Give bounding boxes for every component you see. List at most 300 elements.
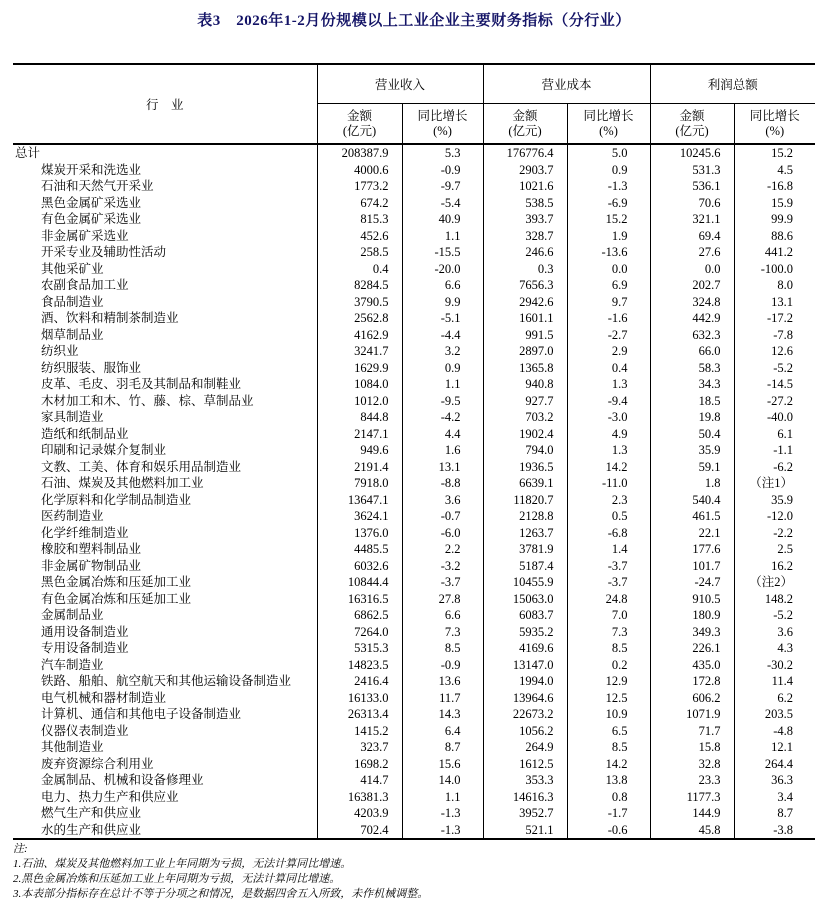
cost-amount-cell: 6083.7 (483, 607, 567, 624)
table-row (13, 607, 815, 624)
cost-amount-cell: 22673.2 (483, 706, 567, 723)
column-header-revenue-amount (317, 104, 402, 145)
cost-growth-cell: 24.8 (567, 591, 650, 608)
industry-name-cell: 石油、煤炭及其他燃料加工业 (41, 476, 204, 490)
profit-amount-cell: 27.6 (650, 244, 734, 261)
column-header-profit-amount (650, 104, 734, 145)
revenue-growth-cell: 6.6 (402, 607, 483, 624)
profit-amount-cell: 32.8 (650, 756, 734, 773)
profit-amount-cell: 18.5 (650, 393, 734, 410)
cost-growth-cell: -1.6 (567, 310, 650, 327)
cost-amount-cell: 2897.0 (483, 343, 567, 360)
table-row (13, 228, 815, 245)
cost-amount-cell: 10455.9 (483, 574, 567, 591)
profit-growth-cell: 16.2 (734, 558, 815, 575)
revenue-growth-cell: 14.0 (402, 772, 483, 789)
industry-name-cell: 总计 (15, 146, 41, 160)
cost-amount-cell: 0.3 (483, 261, 567, 278)
table-row (13, 805, 815, 822)
revenue-amount-cell: 3790.5 (317, 294, 402, 311)
profit-amount-cell: 23.3 (650, 772, 734, 789)
cost-amount-cell: 1021.6 (483, 178, 567, 195)
revenue-amount-cell: 1415.2 (317, 723, 402, 740)
revenue-growth-cell: 2.2 (402, 541, 483, 558)
industry-name-cell: 化学纤维制造业 (41, 525, 129, 540)
revenue-amount-cell: 702.4 (317, 822, 402, 840)
revenue-amount-cell: 4162.9 (317, 327, 402, 344)
industry-name-cell: 通用设备制造业 (41, 624, 129, 639)
revenue-amount-cell: 949.6 (317, 442, 402, 459)
table-row (13, 310, 815, 327)
cost-growth-cell: 1.3 (567, 442, 650, 459)
revenue-amount-cell: 13647.1 (317, 492, 402, 509)
revenue-amount-cell: 208387.9 (317, 144, 402, 162)
cost-amount-cell: 1056.2 (483, 723, 567, 740)
cost-growth-cell: 0.0 (567, 261, 650, 278)
revenue-growth-cell: 1.1 (402, 228, 483, 245)
cost-amount-cell: 2128.8 (483, 508, 567, 525)
revenue-amount-cell: 2562.8 (317, 310, 402, 327)
revenue-amount-cell: 5315.3 (317, 640, 402, 657)
profit-growth-cell: -6.2 (734, 459, 815, 476)
revenue-growth-cell: 9.9 (402, 294, 483, 311)
header-line-unit: (亿元) (508, 123, 542, 138)
column-header-revenue-growth (402, 104, 483, 145)
profit-amount-cell: 22.1 (650, 525, 734, 542)
profit-amount-cell: 45.8 (650, 822, 734, 840)
revenue-amount-cell: 6862.5 (317, 607, 402, 624)
cost-growth-cell: 13.8 (567, 772, 650, 789)
table-row (13, 327, 815, 344)
revenue-amount-cell: 1629.9 (317, 360, 402, 377)
cost-amount-cell: 1994.0 (483, 673, 567, 690)
cost-growth-cell: -0.6 (567, 822, 650, 840)
revenue-growth-cell: 4.4 (402, 426, 483, 443)
profit-growth-cell: （注2） (734, 574, 815, 591)
profit-amount-cell: 0.0 (650, 261, 734, 278)
profit-growth-cell: 36.3 (734, 772, 815, 789)
table-row (13, 261, 815, 278)
profit-growth-cell: 6.1 (734, 426, 815, 443)
table-row (13, 244, 815, 261)
revenue-growth-cell: -20.0 (402, 261, 483, 278)
cost-amount-cell: 2903.7 (483, 162, 567, 179)
cost-growth-cell: -1.7 (567, 805, 650, 822)
revenue-amount-cell: 844.8 (317, 409, 402, 426)
column-group-total-profit: 利润总额 (650, 64, 815, 104)
profit-amount-cell: 1177.3 (650, 789, 734, 806)
cost-amount-cell: 13964.6 (483, 690, 567, 707)
profit-amount-cell: 324.8 (650, 294, 734, 311)
cost-amount-cell: 3952.7 (483, 805, 567, 822)
profit-growth-cell: -12.0 (734, 508, 815, 525)
header-line-unit: (%) (599, 123, 618, 138)
industry-name-cell: 医药制造业 (41, 509, 104, 523)
revenue-growth-cell: 40.9 (402, 211, 483, 228)
profit-amount-cell: 910.5 (650, 591, 734, 608)
header-line-unit: (亿元) (342, 123, 377, 138)
industry-name-cell: 金属制品业 (41, 608, 104, 622)
revenue-amount-cell: 10844.4 (317, 574, 402, 591)
cost-amount-cell: 6639.1 (483, 475, 567, 492)
industry-name-cell: 黑色金属矿采选业 (41, 195, 142, 210)
cost-growth-cell: -3.7 (567, 574, 650, 591)
table-row (13, 558, 815, 575)
industry-name-cell: 印刷和记录媒介复制业 (41, 443, 167, 457)
cost-growth-cell: 0.4 (567, 360, 650, 377)
table-row (13, 657, 815, 674)
profit-amount-cell: 180.9 (650, 607, 734, 624)
cost-growth-cell: 10.9 (567, 706, 650, 723)
revenue-amount-cell: 7918.0 (317, 475, 402, 492)
cost-growth-cell: -3.7 (567, 558, 650, 575)
revenue-amount-cell: 0.4 (317, 261, 402, 278)
cost-amount-cell: 176776.4 (483, 144, 567, 162)
revenue-growth-cell: -6.0 (402, 525, 483, 542)
industry-name-cell: 电气机械和器材制造业 (41, 690, 167, 705)
profit-amount-cell: 349.3 (650, 624, 734, 641)
revenue-amount-cell: 258.5 (317, 244, 402, 261)
cost-growth-cell: 4.9 (567, 426, 650, 443)
cost-growth-cell: -9.4 (567, 393, 650, 410)
table-row (13, 162, 815, 179)
cost-amount-cell: 991.5 (483, 327, 567, 344)
industry-name-cell: 酒、饮料和精制茶制造业 (41, 311, 179, 325)
cost-growth-cell: 0.9 (567, 162, 650, 179)
cost-amount-cell: 328.7 (483, 228, 567, 245)
table-row (13, 673, 815, 690)
industry-name-cell: 纺织服装、服饰业 (41, 360, 142, 375)
industry-name-cell: 木材加工和木、竹、藤、棕、草制品业 (41, 393, 254, 408)
industry-name-cell: 其他采矿业 (41, 261, 104, 276)
notes-label: 注: (13, 843, 28, 855)
profit-amount-cell: 35.9 (650, 442, 734, 459)
industry-name-cell: 仪器仪表制造业 (41, 723, 129, 738)
revenue-amount-cell: 414.7 (317, 772, 402, 789)
header-group-row (13, 64, 815, 104)
revenue-amount-cell: 16316.5 (317, 591, 402, 608)
profit-growth-cell: -7.8 (734, 327, 815, 344)
cost-growth-cell: 14.2 (567, 459, 650, 476)
cost-amount-cell: 15063.0 (483, 591, 567, 608)
revenue-amount-cell: 452.6 (317, 228, 402, 245)
table-row (13, 492, 815, 509)
cost-growth-cell: -6.8 (567, 525, 650, 542)
profit-growth-cell: 148.2 (734, 591, 815, 608)
profit-growth-cell: -5.2 (734, 360, 815, 377)
profit-growth-cell: 15.2 (734, 144, 815, 162)
revenue-amount-cell: 2416.4 (317, 673, 402, 690)
profit-amount-cell: 101.7 (650, 558, 734, 575)
profit-growth-cell: -27.2 (734, 393, 815, 410)
profit-amount-cell: 19.8 (650, 409, 734, 426)
revenue-amount-cell: 1376.0 (317, 525, 402, 542)
cost-amount-cell: 5935.2 (483, 624, 567, 641)
profit-growth-cell: 3.6 (734, 624, 815, 641)
revenue-growth-cell: -0.7 (402, 508, 483, 525)
industry-name-cell: 汽车制造业 (41, 657, 104, 672)
profit-amount-cell: 69.4 (650, 228, 734, 245)
cost-amount-cell: 393.7 (483, 211, 567, 228)
revenue-growth-cell: -9.5 (402, 393, 483, 410)
industry-name-cell: 纺织业 (41, 344, 79, 358)
industry-name-cell: 煤炭开采和洗选业 (41, 162, 142, 177)
cost-amount-cell: 7656.3 (483, 277, 567, 294)
revenue-growth-cell: 6.4 (402, 723, 483, 740)
cost-growth-cell: 7.0 (567, 607, 650, 624)
cost-amount-cell: 703.2 (483, 409, 567, 426)
profit-growth-cell: 3.4 (734, 789, 815, 806)
table-row (13, 525, 815, 542)
profit-growth-cell: 264.4 (734, 756, 815, 773)
column-group-operating-revenue: 营业收入 (317, 64, 483, 104)
revenue-growth-cell: 13.6 (402, 673, 483, 690)
table-row (13, 508, 815, 525)
cost-growth-cell: 8.5 (567, 739, 650, 756)
table-row (13, 591, 815, 608)
column-header-cost-growth (567, 104, 650, 145)
revenue-growth-cell: -4.4 (402, 327, 483, 344)
cost-growth-cell: 2.3 (567, 492, 650, 509)
profit-amount-cell: 540.4 (650, 492, 734, 509)
cost-growth-cell: 6.5 (567, 723, 650, 740)
table-row (13, 541, 815, 558)
revenue-amount-cell: 1012.0 (317, 393, 402, 410)
header-line-growth: 同比增长 (417, 108, 468, 123)
cost-growth-cell: 12.5 (567, 690, 650, 707)
cost-amount-cell: 13147.0 (483, 657, 567, 674)
revenue-amount-cell: 815.3 (317, 211, 402, 228)
cost-amount-cell: 1902.4 (483, 426, 567, 443)
cost-growth-cell: 1.9 (567, 228, 650, 245)
cost-amount-cell: 1936.5 (483, 459, 567, 476)
table-row (13, 343, 815, 360)
profit-amount-cell: 10245.6 (650, 144, 734, 162)
table-row (13, 772, 815, 789)
industry-name-cell: 非金属矿采选业 (41, 228, 129, 243)
revenue-growth-cell: -3.2 (402, 558, 483, 575)
profit-growth-cell: -5.2 (734, 607, 815, 624)
profit-amount-cell: 59.1 (650, 459, 734, 476)
industry-name-cell: 化学原料和化学制品制造业 (41, 492, 192, 507)
industry-name-cell: 铁路、船舶、航空航天和其他运输设备制造业 (41, 674, 292, 688)
profit-amount-cell: 536.1 (650, 178, 734, 195)
revenue-growth-cell: 27.8 (402, 591, 483, 608)
cost-growth-cell: 12.9 (567, 673, 650, 690)
table-row (13, 574, 815, 591)
revenue-amount-cell: 16133.0 (317, 690, 402, 707)
cost-growth-cell: 5.0 (567, 144, 650, 162)
revenue-growth-cell: -9.7 (402, 178, 483, 195)
profit-amount-cell: -24.7 (650, 574, 734, 591)
revenue-growth-cell: -3.7 (402, 574, 483, 591)
revenue-growth-cell: -8.8 (402, 475, 483, 492)
cost-amount-cell: 14616.3 (483, 789, 567, 806)
header-line-growth: 同比增长 (583, 108, 634, 123)
cost-growth-cell: 1.3 (567, 376, 650, 393)
cost-amount-cell: 4169.6 (483, 640, 567, 657)
table-row (13, 409, 815, 426)
profit-growth-cell: -100.0 (734, 261, 815, 278)
cost-growth-cell: 0.2 (567, 657, 650, 674)
table-row (13, 393, 815, 410)
revenue-growth-cell: 13.1 (402, 459, 483, 476)
revenue-amount-cell: 14823.5 (317, 657, 402, 674)
profit-growth-cell: -14.5 (734, 376, 815, 393)
profit-amount-cell: 70.6 (650, 195, 734, 212)
revenue-amount-cell: 1773.2 (317, 178, 402, 195)
industry-name-cell: 橡胶和塑料制品业 (41, 542, 142, 556)
cost-growth-cell: 9.7 (567, 294, 650, 311)
industry-name-cell: 电力、热力生产和供应业 (41, 789, 179, 804)
revenue-growth-cell: 8.5 (402, 640, 483, 657)
industry-name-cell: 燃气生产和供应业 (41, 806, 142, 820)
table-row (13, 690, 815, 707)
cost-growth-cell: 6.9 (567, 277, 650, 294)
table-row (13, 144, 815, 162)
industry-name-cell: 造纸和纸制品业 (41, 426, 129, 441)
industry-name-cell: 文教、工美、体育和娱乐用品制造业 (41, 459, 242, 474)
profit-growth-cell: -16.8 (734, 178, 815, 195)
revenue-growth-cell: 0.9 (402, 360, 483, 377)
table-row (13, 376, 815, 393)
cost-growth-cell: 1.4 (567, 541, 650, 558)
table-header (13, 64, 815, 144)
cost-growth-cell: -11.0 (567, 475, 650, 492)
table-row (13, 195, 815, 212)
note-item-1: 1.石油、煤炭及其他燃料加工业上年同期为亏损，无法计算同比增速。 (13, 858, 352, 870)
cost-growth-cell: -1.3 (567, 178, 650, 195)
industry-name-cell: 食品制造业 (41, 294, 104, 309)
revenue-growth-cell: -5.1 (402, 310, 483, 327)
industry-name-cell: 家具制造业 (41, 410, 104, 424)
industry-name-cell: 金属制品、机械和设备修理业 (41, 773, 204, 787)
profit-growth-cell: 88.6 (734, 228, 815, 245)
revenue-growth-cell: 3.2 (402, 343, 483, 360)
revenue-growth-cell: 1.6 (402, 442, 483, 459)
table-row (13, 178, 815, 195)
revenue-growth-cell: -1.3 (402, 805, 483, 822)
table-body (13, 144, 815, 839)
cost-amount-cell: 1365.8 (483, 360, 567, 377)
profit-growth-cell: 6.2 (734, 690, 815, 707)
cost-growth-cell: 8.5 (567, 640, 650, 657)
revenue-amount-cell: 6032.6 (317, 558, 402, 575)
profit-growth-cell: 203.5 (734, 706, 815, 723)
profit-amount-cell: 144.9 (650, 805, 734, 822)
revenue-growth-cell: -0.9 (402, 657, 483, 674)
revenue-amount-cell: 4000.6 (317, 162, 402, 179)
industry-name-cell: 农副食品加工业 (41, 278, 129, 292)
industry-name-cell: 有色金属矿采选业 (41, 212, 142, 226)
column-group-operating-cost: 营业成本 (483, 64, 650, 104)
profit-amount-cell: 606.2 (650, 690, 734, 707)
table-row (13, 475, 815, 492)
table-row (13, 756, 815, 773)
industry-name-cell: 水的生产和供应业 (41, 822, 142, 837)
column-header-cost-amount (483, 104, 567, 145)
revenue-amount-cell: 8284.5 (317, 277, 402, 294)
revenue-growth-cell: -15.5 (402, 244, 483, 261)
cost-amount-cell: 794.0 (483, 442, 567, 459)
industry-name-cell: 计算机、通信和其他电子设备制造业 (41, 707, 242, 721)
profit-growth-cell: 13.1 (734, 294, 815, 311)
cost-growth-cell: 2.9 (567, 343, 650, 360)
table-row (13, 624, 815, 641)
profit-amount-cell: 15.8 (650, 739, 734, 756)
cost-amount-cell: 5187.4 (483, 558, 567, 575)
profit-growth-cell: 8.7 (734, 805, 815, 822)
cost-amount-cell: 3781.9 (483, 541, 567, 558)
revenue-amount-cell: 16381.3 (317, 789, 402, 806)
industry-name-cell: 开采专业及辅助性活动 (41, 245, 167, 259)
profit-growth-cell: -4.8 (734, 723, 815, 740)
cost-growth-cell: -2.7 (567, 327, 650, 344)
revenue-growth-cell: 6.6 (402, 277, 483, 294)
revenue-growth-cell: 5.3 (402, 144, 483, 162)
profit-amount-cell: 435.0 (650, 657, 734, 674)
profit-amount-cell: 172.8 (650, 673, 734, 690)
profit-growth-cell: -30.2 (734, 657, 815, 674)
revenue-amount-cell: 26313.4 (317, 706, 402, 723)
table-row (13, 294, 815, 311)
revenue-growth-cell: 11.7 (402, 690, 483, 707)
header-line-unit: (%) (765, 123, 785, 138)
revenue-growth-cell: 14.3 (402, 706, 483, 723)
profit-growth-cell: -40.0 (734, 409, 815, 426)
revenue-amount-cell: 7264.0 (317, 624, 402, 641)
profit-amount-cell: 1.8 (650, 475, 734, 492)
cost-amount-cell: 246.6 (483, 244, 567, 261)
revenue-growth-cell: -5.4 (402, 195, 483, 212)
header-line-amount: 金额 (679, 108, 705, 123)
table-row (13, 822, 815, 840)
cost-growth-cell: 0.5 (567, 508, 650, 525)
header-line-unit: (亿元) (675, 123, 709, 138)
profit-amount-cell: 58.3 (650, 360, 734, 377)
table-row (13, 459, 815, 476)
table-row (13, 640, 815, 657)
header-line-amount: 金额 (512, 108, 538, 123)
revenue-growth-cell: 7.3 (402, 624, 483, 641)
profit-amount-cell: 1071.9 (650, 706, 734, 723)
cost-growth-cell: -13.6 (567, 244, 650, 261)
profit-amount-cell: 461.5 (650, 508, 734, 525)
table-row (13, 706, 815, 723)
profit-growth-cell: 441.2 (734, 244, 815, 261)
industry-name-cell: 黑色金属冶炼和压延加工业 (41, 575, 192, 589)
profit-growth-cell: -2.2 (734, 525, 815, 542)
revenue-amount-cell: 674.2 (317, 195, 402, 212)
profit-amount-cell: 632.3 (650, 327, 734, 344)
cost-growth-cell: 15.2 (567, 211, 650, 228)
cost-amount-cell: 264.9 (483, 739, 567, 756)
revenue-amount-cell: 1084.0 (317, 376, 402, 393)
revenue-amount-cell: 4485.5 (317, 541, 402, 558)
cost-amount-cell: 11820.7 (483, 492, 567, 509)
profit-amount-cell: 442.9 (650, 310, 734, 327)
industry-name-cell: 石油和天然气开采业 (41, 179, 154, 193)
profit-amount-cell: 71.7 (650, 723, 734, 740)
profit-amount-cell: 66.0 (650, 343, 734, 360)
financial-indicators-table (13, 63, 815, 840)
table-row (13, 723, 815, 740)
profit-amount-cell: 177.6 (650, 541, 734, 558)
revenue-growth-cell: 8.7 (402, 739, 483, 756)
industry-name-cell: 废弃资源综合利用业 (41, 756, 154, 771)
profit-amount-cell: 202.7 (650, 277, 734, 294)
revenue-amount-cell: 4203.9 (317, 805, 402, 822)
